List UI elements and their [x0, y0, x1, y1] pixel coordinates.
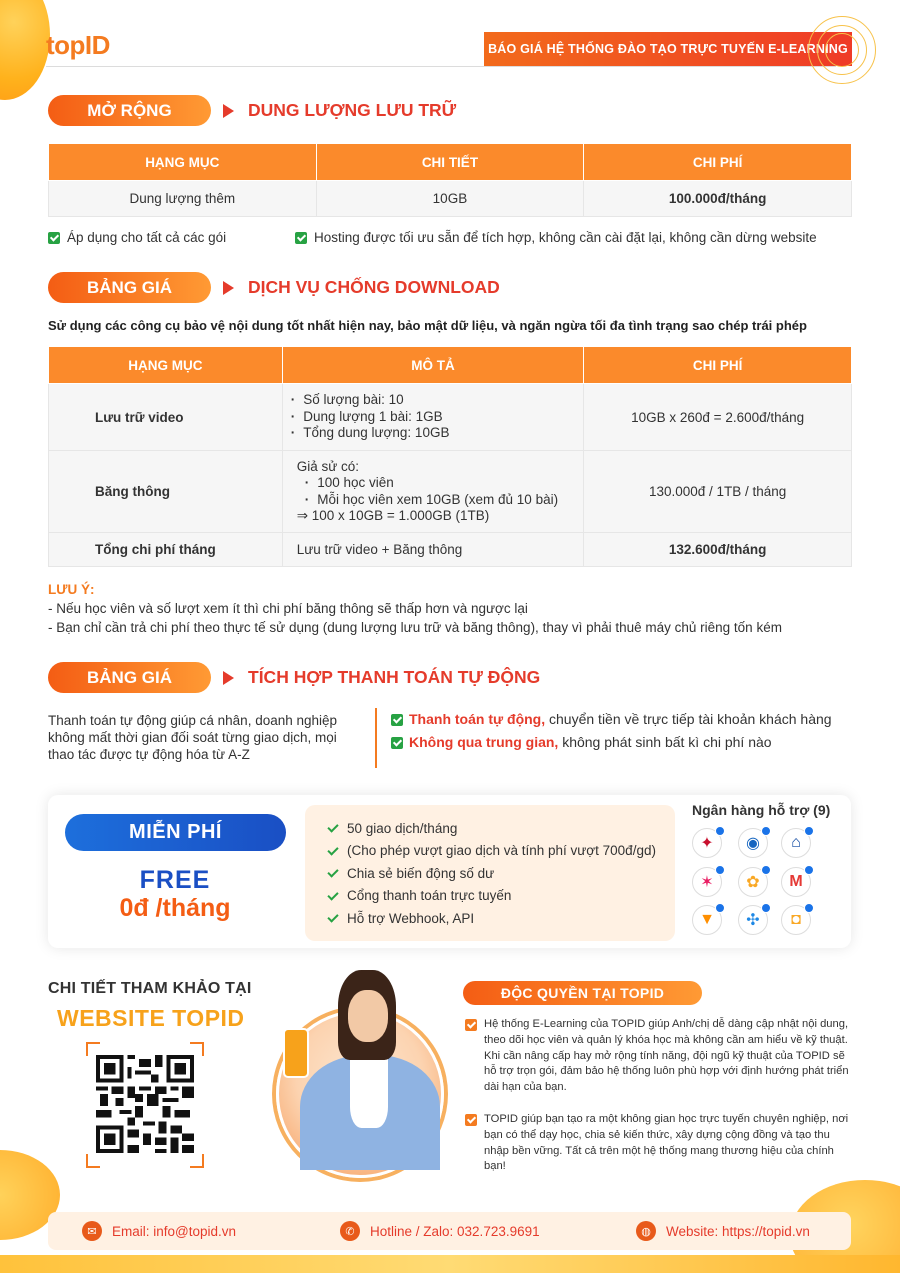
- decorative-blob: [0, 0, 50, 100]
- table-cell: Lưu trữ video: [49, 384, 283, 451]
- note-text: Áp dụng cho tất cả các gói: [67, 230, 227, 245]
- feature-text: Hỗ trợ Webhook, API: [347, 910, 475, 926]
- verified-badge-icon: [804, 865, 814, 875]
- mail-icon: ✉: [82, 1221, 102, 1241]
- list-item: [327, 817, 675, 840]
- list-item: · Dung lượng 1 bài: 1GB: [291, 409, 574, 426]
- section-pill: BẢNG GIÁ: [48, 662, 211, 693]
- exclusive-paragraph: [465, 1112, 855, 1175]
- section-title: DỊCH VỤ CHỐNG DOWNLOAD: [248, 277, 500, 297]
- header-divider: [46, 66, 836, 67]
- plan-pill: MIỄN PHÍ: [65, 814, 286, 851]
- feature-row: [391, 731, 855, 754]
- table-cell: 100.000đ/tháng: [584, 181, 852, 217]
- frame-corner: [190, 1154, 204, 1168]
- reference-title: CHI TIẾT THAM KHẢO TẠI: [48, 980, 252, 997]
- exclusive-pill: ĐỘC QUYỀN TẠI TOPID: [463, 981, 702, 1005]
- email-text[interactable]: Email: info@topid.vn: [112, 1223, 237, 1239]
- checkbox-checked-icon: [465, 1114, 477, 1126]
- feature-highlight: Thanh toán tự động,: [409, 711, 546, 727]
- feature-text: Chia sẻ biến động số dư: [347, 865, 495, 881]
- email-contact[interactable]: [82, 1221, 236, 1241]
- verified-badge-icon: [804, 903, 814, 913]
- paragraph-text: TOPID giúp bạn tạo ra một không gian học trực tuyến chuyên nghiệp, nơi bạn có thể dạy học, chia sẻ kiến thức, xây dựng cộng đồng và tạo thu nhập bền vững. Tất cả trên một hệ thống mang thương hiệu của chính bạn!: [484, 1113, 849, 1173]
- checkbox-checked-icon: [391, 714, 403, 726]
- desc-intro: Giả sử có:: [296, 458, 360, 474]
- table-row: [49, 181, 852, 217]
- decorative-wave: [0, 1255, 900, 1273]
- verified-badge-icon: [715, 826, 725, 836]
- table-row: [49, 533, 852, 567]
- table-header: HẠNG MỤC: [49, 347, 283, 384]
- table-cell: 130.000đ / 1TB / tháng: [584, 451, 852, 533]
- section-subtitle: Sử dụng các công cụ bảo vệ nội dung tốt nhất hiện nay, bảo mật dữ liệu, và ngăn ngừa tối đa tình trạng sao chép trái phép: [48, 318, 807, 333]
- checkbox-checked-icon: [391, 737, 403, 749]
- section-header-storage: [48, 95, 456, 126]
- table-cell: Băng thông: [49, 451, 283, 533]
- table-cell: 132.600đ/tháng: [584, 533, 852, 567]
- note-text: - Bạn chỉ cần trả chi phí theo thực tế sử dụng (dung lượng lưu trữ và băng thông), thay vì phải thuê máy chủ riêng tốn kém: [48, 620, 782, 635]
- verified-badge-icon: [715, 903, 725, 913]
- table-header: MÔ TẢ: [282, 347, 584, 384]
- arrow-right-icon: [223, 281, 234, 295]
- check-icon: [327, 822, 339, 834]
- desc-result: ⇒ 100 x 10GB = 1.000GB (1TB): [296, 508, 490, 523]
- vietinbank-logo-icon: ✿: [738, 867, 768, 897]
- section-header-anti-download: [48, 272, 500, 303]
- note-text: Hosting được tối ưu sẵn để tích hợp, không cần cài đặt lại, không cần dừng website: [314, 230, 817, 245]
- list-item: [327, 907, 675, 930]
- table-header: HẠNG MỤC: [49, 144, 317, 181]
- feature-text: không phát sinh bất kì chi phí nào: [558, 734, 772, 750]
- plan-price: 0đ /tháng: [119, 894, 231, 922]
- payment-intro: Thanh toán tự động giúp cá nhân, doanh nghiệp không mất thời gian đối soát từng giao dịch, mọi thao tác được tự động hóa từ A-Z: [48, 713, 338, 762]
- feature-highlight: Không qua trung gian,: [409, 734, 559, 750]
- table-header: CHI PHÍ: [584, 144, 852, 181]
- plan-feature-list: [305, 805, 675, 941]
- table-cell: Tổng chi phí tháng: [49, 533, 283, 567]
- table-header: CHI PHÍ: [584, 347, 852, 384]
- list-item: · Mỗi học viên xem 10GB (xem đủ 10 bài): [305, 492, 574, 509]
- hotline-text[interactable]: Hotline / Zalo: 032.723.9691: [370, 1223, 540, 1239]
- notes-label: LƯU Ý:: [48, 582, 95, 597]
- topid-logo: topID: [46, 30, 110, 60]
- table-row: [49, 384, 852, 451]
- qr-code-icon[interactable]: [96, 1054, 194, 1154]
- feature-row: [391, 708, 855, 731]
- anti-download-table: [48, 346, 852, 567]
- feature-text: 50 giao dịch/tháng: [347, 820, 458, 836]
- verified-badge-icon: [804, 826, 814, 836]
- website-contact[interactable]: [636, 1221, 810, 1241]
- arrow-right-icon: [223, 671, 234, 685]
- feature-text: Cổng thanh toán trực tuyến: [347, 888, 512, 904]
- plan-name: FREE: [139, 866, 211, 894]
- table-cell: 10GB: [316, 181, 584, 217]
- storage-table: [48, 143, 852, 217]
- contact-footer: [48, 1212, 851, 1250]
- table-cell: [282, 451, 584, 533]
- ncb-logo-icon: ◘: [781, 905, 811, 935]
- checkbox-checked-icon: [295, 232, 307, 244]
- reference-site: WEBSITE TOPID: [57, 1005, 245, 1031]
- agribank-logo-icon: ✦: [692, 828, 722, 858]
- list-item: · Tổng dung lượng: 10GB: [291, 425, 574, 442]
- table-cell: 10GB x 260đ = 2.600đ/tháng: [584, 384, 852, 451]
- checkbox-checked-icon: [48, 232, 60, 244]
- payment-features: [375, 708, 855, 768]
- section-pill: BẢNG GIÁ: [48, 272, 211, 303]
- section-pill: MỞ RỘNG: [48, 95, 211, 126]
- list-item: [327, 862, 675, 885]
- section-title: TÍCH HỢP THANH TOÁN TỰ ĐỘNG: [248, 667, 541, 687]
- checkbox-checked-icon: [465, 1019, 477, 1031]
- table-cell: Dung lượng thêm: [49, 181, 317, 217]
- website-text[interactable]: Website: https://topid.vn: [666, 1223, 810, 1239]
- check-icon: [327, 912, 339, 924]
- note-text: - Nếu học viên và số lượt xem ít thì chi phí băng thông sẽ thấp hơn và ngược lại: [48, 601, 528, 616]
- paragraph-text: Hệ thống E-Learning của TOPID giúp Anh/chị dễ dàng cập nhật nội dung, theo dõi học viên và quản lý khóa học mà không cần am hiểu về kỹ thuật. Khi cần nâng cấp hay mở rộng tính năng, đội ngũ kỹ thuật của TOPID sẽ hỗ trợ trọn gói, đảm bảo hệ thống luôn phù hợp với định hướng phát triển dài hạn của bạn.: [484, 1018, 849, 1094]
- check-icon: [327, 867, 339, 879]
- feature-text: chuyển tiền về trực tiếp tài khoản khách hàng: [545, 711, 832, 727]
- section-header-payment: [48, 662, 540, 693]
- hotline-contact[interactable]: [340, 1221, 540, 1241]
- table-cell: [282, 384, 584, 451]
- header-ribbon: BÁO GIÁ HỆ THỐNG ĐÀO TẠO TRỰC TUYẾN E-LEARNING: [484, 32, 852, 66]
- msb-logo-icon: M: [781, 867, 811, 897]
- tpbank-logo-icon: ✶: [692, 867, 722, 897]
- bidv-logo-icon: ⌂: [781, 828, 811, 858]
- sacombank-logo-icon: ✣: [738, 905, 768, 935]
- exclusive-paragraph: [465, 1017, 855, 1096]
- storage-note: [295, 230, 817, 245]
- check-icon: [327, 845, 339, 857]
- section-title: DUNG LƯỢNG LƯU TRỮ: [248, 100, 457, 120]
- check-icon: [327, 890, 339, 902]
- verified-badge-icon: [761, 903, 771, 913]
- verified-badge-icon: [715, 865, 725, 875]
- table-cell: Lưu trữ video + Băng thông: [282, 533, 584, 567]
- globe-icon: ◍: [636, 1221, 656, 1241]
- phone-image: [283, 1028, 309, 1078]
- storage-note: [48, 230, 226, 245]
- list-item: [327, 885, 675, 908]
- table-header: CHI TIẾT: [316, 144, 584, 181]
- list-item: · Số lượng bài: 10: [291, 392, 574, 409]
- phone-icon: ✆: [340, 1221, 360, 1241]
- notes-block: [48, 580, 782, 637]
- decorative-rings: [808, 16, 876, 84]
- spokesperson-photo: [348, 990, 388, 1042]
- frame-corner: [86, 1154, 100, 1168]
- banks-title: Ngân hàng hỗ trợ (9): [692, 802, 831, 818]
- arrow-right-icon: [223, 104, 234, 118]
- vpbank-logo-icon: ▼: [692, 905, 722, 935]
- list-item: · 100 học viên: [305, 475, 574, 492]
- feature-text: (Cho phép vượt giao dịch và tính phí vượt 700đ/gd): [347, 843, 656, 859]
- ocb-logo-icon: ◉: [738, 828, 768, 858]
- table-row: [49, 451, 852, 533]
- verified-badge-icon: [761, 826, 771, 836]
- verified-badge-icon: [761, 865, 771, 875]
- list-item: [327, 840, 675, 863]
- spokesperson-photo: [350, 1058, 388, 1128]
